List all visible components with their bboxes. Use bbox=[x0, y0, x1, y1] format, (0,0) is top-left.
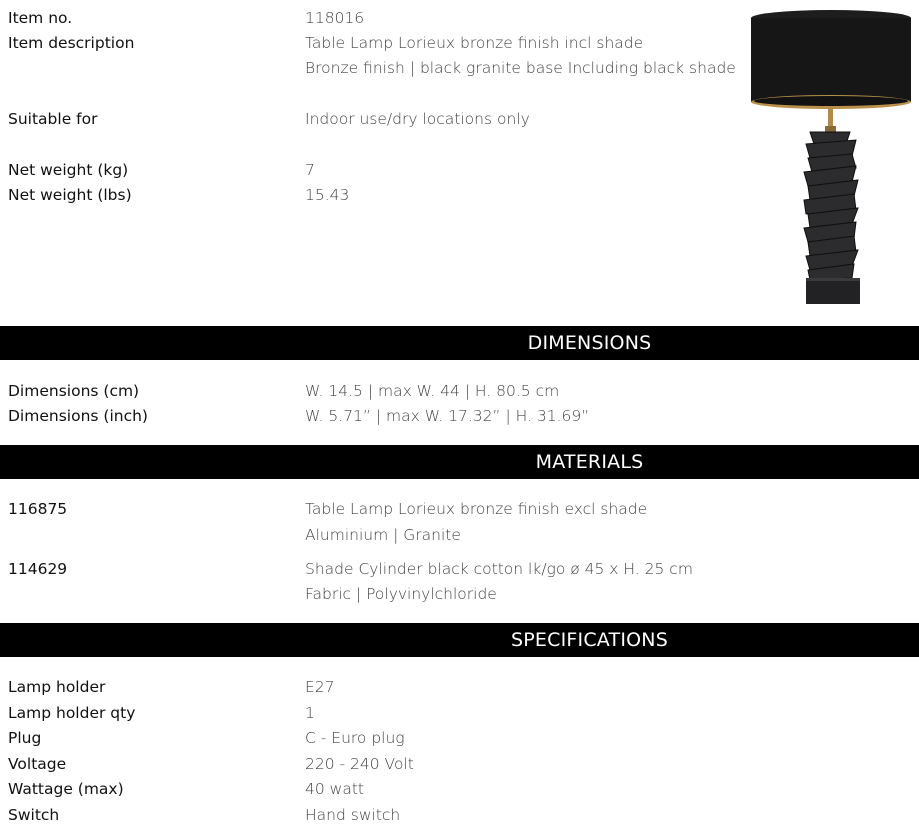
suitable-for-value: Indoor use/dry locations only bbox=[305, 110, 530, 128]
material-code-1: 116875 bbox=[8, 500, 68, 518]
spec-value-plug: C - Euro plug bbox=[305, 729, 405, 747]
item-no-value: 118016 bbox=[305, 9, 365, 27]
material-composition-1: Aluminium | Granite bbox=[305, 526, 461, 544]
spec-value-voltage: 220 - 240 Volt bbox=[305, 755, 414, 773]
net-weight-kg-value: 7 bbox=[305, 161, 315, 179]
item-description-line1: Table Lamp Lorieux bronze finish incl shade bbox=[305, 34, 644, 52]
item-description-line2: Bronze finish | black granite base Including black shade bbox=[305, 59, 736, 77]
materials-header-bar bbox=[0, 445, 919, 479]
specifications-header-bar bbox=[0, 623, 919, 657]
specifications-title: SPECIFICATIONS bbox=[511, 629, 668, 651]
spec-label-wattage: Wattage (max) bbox=[8, 780, 124, 798]
spec-value-lamp-holder: E27 bbox=[305, 678, 335, 696]
dimensions-title: DIMENSIONS bbox=[527, 332, 652, 354]
spec-label-switch: Switch bbox=[8, 806, 60, 824]
net-weight-kg-label: Net weight (kg) bbox=[8, 161, 129, 179]
item-no-label: Item no. bbox=[8, 9, 73, 27]
spec-label-plug: Plug bbox=[8, 729, 42, 747]
spec-label-voltage: Voltage bbox=[8, 755, 67, 773]
spec-label-lamp-holder: Lamp holder bbox=[8, 678, 106, 696]
net-weight-lbs-value: 15.43 bbox=[305, 186, 350, 204]
dimensions-cm-value: W. 14.5 | max W. 44 | H. 80.5 cm bbox=[305, 382, 560, 400]
material-name-2: Shade Cylinder black cotton lk/go ø 45 x H. 25 cm bbox=[305, 560, 693, 578]
material-composition-2: Fabric | Polyvinylchloride bbox=[305, 585, 497, 603]
product-image bbox=[748, 8, 914, 308]
material-name-1: Table Lamp Lorieux bronze finish excl shade bbox=[305, 500, 648, 518]
net-weight-lbs-label: Net weight (lbs) bbox=[8, 186, 132, 204]
item-description-label: Item description bbox=[8, 34, 135, 52]
spec-value-switch: Hand switch bbox=[305, 806, 401, 824]
materials-title: MATERIALS bbox=[535, 451, 644, 473]
spec-value-wattage: 40 watt bbox=[305, 780, 364, 798]
dimensions-inch-value: W. 5.71” | max W. 17.32” | H. 31.69” bbox=[305, 407, 590, 425]
suitable-for-label: Suitable for bbox=[8, 110, 98, 128]
spec-value-lamp-holder-qty: 1 bbox=[305, 704, 315, 722]
dimensions-header-bar bbox=[0, 326, 919, 360]
dimensions-inch-label: Dimensions (inch) bbox=[8, 407, 148, 425]
dimensions-cm-label: Dimensions (cm) bbox=[8, 382, 140, 400]
material-code-2: 114629 bbox=[8, 560, 68, 578]
spec-label-lamp-holder-qty: Lamp holder qty bbox=[8, 704, 136, 722]
